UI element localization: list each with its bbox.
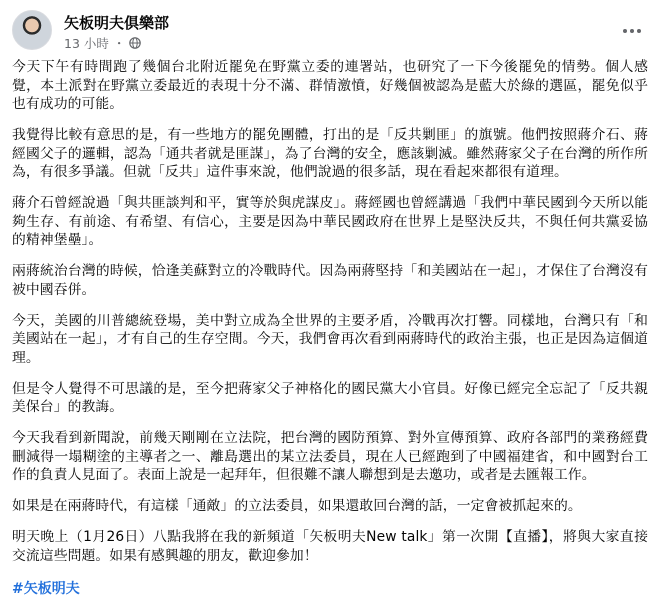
- post-timestamp[interactable]: 13 小時: [64, 36, 109, 51]
- post-header: [12, 10, 648, 54]
- post-paragraph: 今天我看到新聞說，前幾天剛剛在立法院，把台灣的國防預算、對外宣傳預算、政府各部門的業務經費刪減得一塌糊塗的主導者之一、離島選出的某立法委員，現在人已經跑到了中國福建省，和中國對台工作的負責人見面了。表面上說是一起拜年，但很難不讓人聯想到是去邀功，或者是去匯報工作。: [12, 430, 648, 483]
- hashtag-link[interactable]: #矢板明夫: [12, 580, 80, 597]
- post-meta: [64, 34, 141, 52]
- more-options-icon: [622, 19, 642, 38]
- meta-separator: ・: [112, 36, 126, 51]
- post-paragraph: 蔣介石曾經說過「與共匪談判和平，實等於與虎謀皮」。蔣經國也曾經講過「我們中華民國到今天所以能夠生存、有前途、有希望、有信心，主要是因為中華民國政府在世界上是堅決反共，不與任何共黨妥協的精神堡壘」。: [12, 195, 648, 248]
- post-paragraph: 如果是在兩蔣時代，有這樣「通敵」的立法委員，如果還敢回台灣的話，一定會被抓起來的。: [12, 498, 582, 514]
- post-paragraph: 今天，美國的川普總統登場，美中對立成為全世界的主要矛盾，冷戰再次打響。同樣地，台灣只有「和美國站在一起」，才有自己的生存空間。今天，我們會再次看到兩蔣時代的政治主張，也正是因為這個道理。: [12, 312, 648, 366]
- author-name[interactable]: 矢板明夫俱樂部: [64, 14, 170, 32]
- post-paragraph: 明天晚上（1月26日）八點我將在我的新頻道「矢板明夫New talk」第一次開【直播】，將與大家直接交流這些問題。如果有感興趣的朋友，歡迎參加！: [12, 529, 648, 564]
- post-paragraph: 我覺得比較有意思的是，有一些地方的罷免團體，打出的是「反共剿匪」的旗號。他們按照蔣介石、蔣經國父子的邏輯，認為「通共者就是匪謀」，為了台灣的安全，應該剿滅。雖然蔣家父子在台灣的所作所為，有很多爭議。但就「反共」這件事來說，他們說過的很多話，現在看起來都很有道理。: [12, 127, 648, 180]
- author-avatar[interactable]: [12, 10, 52, 50]
- more-options-button[interactable]: [616, 14, 648, 42]
- post-body: [12, 58, 648, 598]
- globe-icon[interactable]: [129, 37, 141, 49]
- post-paragraph: 今天下午有時間跑了幾個台北附近罷免在野黨立委的連署站，也研究了一下今後罷免的情勢。個人感覺，本土派對在野黨立委最近的表現十分不滿、群情激憤，好幾個被認為是藍大於綠的選區，罷免似乎也有成功的可能。: [12, 59, 648, 112]
- post-paragraph: 兩蔣統治台灣的時候，恰逢美蘇對立的冷戰時代。因為兩蔣堅持「和美國站在一起」，才保住了台灣沒有被中國吞併。: [12, 263, 648, 298]
- post-paragraph: 但是令人覺得不可思議的是，至今把蔣家父子神格化的國民黨大小官員。好像已經完全忘記了「反共親美保台」的教誨。: [12, 380, 648, 415]
